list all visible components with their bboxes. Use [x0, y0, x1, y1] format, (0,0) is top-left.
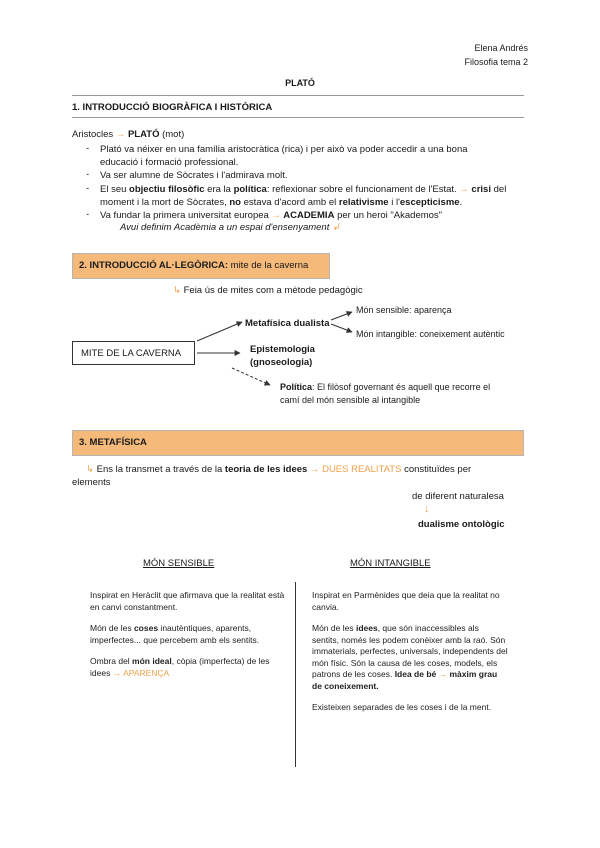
- list-item: Va ser alumne de Sòcrates i l'admirava molt.: [100, 170, 288, 181]
- list-item: Plató va néixer en una família aristocràtica (rica) i per això va poder accedir a una bona educació i formació professional.: [100, 144, 468, 168]
- section3-lead: ↳ Ens la transmet a través de la teoria de les idees → DUES REALITATS constituïdes per: [86, 464, 472, 475]
- academia-note: Avui definim Acadèmia a un espai d'ensenyament ↲: [120, 222, 340, 233]
- bullet: -: [86, 169, 90, 180]
- diagram-intangible: Món intangible: coneixement autèntic: [356, 329, 505, 339]
- section1-heading: 1. INTRODUCCIÓ BIOGRÀFICA I HISTÒRICA: [72, 102, 273, 113]
- bullet: -: [86, 209, 90, 220]
- connector-metafisica: [197, 322, 242, 341]
- page-title: PLATÓ: [285, 78, 315, 88]
- subject: Filosofia tema 2: [464, 57, 528, 67]
- section2-heading: 2. INTRODUCCIÓ AL·LEGÒRICA: mite de la caverna: [72, 253, 330, 279]
- sensible-column: Inspirat en Heràclit que afirmava que la realitat està en canvi constantment. Món de les coses inautèntiques, aparents, imperfectes... que percebem amb els sentits. Ombra del món ideal, còpia (imperfecta) de les idees → APARENÇA: [90, 590, 285, 678]
- list-item: El seu objectiu filosòfic era la política: reflexionar sobre el funcionament de l'Estat. → crisi del moment i la mort de Sòcrates, no estava d'acord amb el relativisme i l'escepticisme.: [100, 184, 507, 208]
- intangible-title: MÓN INTANGIBLE: [350, 558, 431, 569]
- arrow-icon: →: [271, 210, 281, 221]
- return-arrow-icon: ↲: [332, 222, 340, 233]
- bullet: -: [86, 183, 90, 194]
- diagram-sensible: Món sensible: aparença: [356, 305, 452, 315]
- arrow-icon: →: [436, 669, 450, 679]
- section1-divider: [72, 117, 524, 118]
- arrow-icon: ↳: [86, 464, 94, 475]
- title-divider: [72, 95, 524, 96]
- arrow-icon: ↳: [173, 285, 181, 296]
- section3-lead-cont: elements: [72, 477, 111, 488]
- diagram-politica: Política: El filòsof governant és aquell que recorre el camí del món sensible al intangible: [280, 382, 491, 405]
- column-divider: [295, 582, 296, 767]
- arrow-icon: →: [115, 129, 126, 140]
- intro-line: Aristocles → PLATÓ (mot): [72, 129, 185, 140]
- naturalesa-label: de diferent naturalesa: [412, 491, 504, 502]
- list-item: Va fundar la primera universitat europea → ACADEMIA per un heroi "Akademos": [100, 210, 443, 221]
- arrow-icon: →: [307, 464, 323, 475]
- arrow-icon: →: [459, 184, 469, 195]
- arrow-icon: →: [112, 667, 122, 678]
- down-arrow-icon: ↓: [424, 503, 430, 515]
- intangible-column: Inspirat en Parmènides que deia que la realitat no canvia. Món de les idees, que són inaccessibles als sentits, només les podem conèixer amb la raó. Són immaterials, perfectes, universals, independents del món físic. Són la causa de les coses, models, els patrons de les coses. Idea de bé → màxim grau de coneixement. Existeixen separades de les coses i de la ment.: [312, 590, 508, 712]
- bullet: -: [86, 143, 90, 154]
- author: Elena Andrés: [474, 43, 528, 53]
- section3-heading: 3. METAFÍSICA: [72, 430, 524, 456]
- sensible-title: MÓN SENSIBLE: [143, 558, 215, 569]
- connector-sensible: [331, 312, 352, 320]
- section2-lead: ↳ Feia ús de mites com a mètode pedagògic: [173, 285, 363, 296]
- connector-intangible: [331, 324, 352, 332]
- diagram-metafisica: Metafísica dualista: [245, 318, 330, 329]
- diagram-root: MITE DE LA CAVERNA: [72, 341, 195, 365]
- diagram-epistemologia: Epistemologia (gnoseologia): [250, 344, 315, 368]
- dualisme-label: dualisme ontològic: [418, 519, 505, 530]
- connector-politica: [232, 368, 270, 385]
